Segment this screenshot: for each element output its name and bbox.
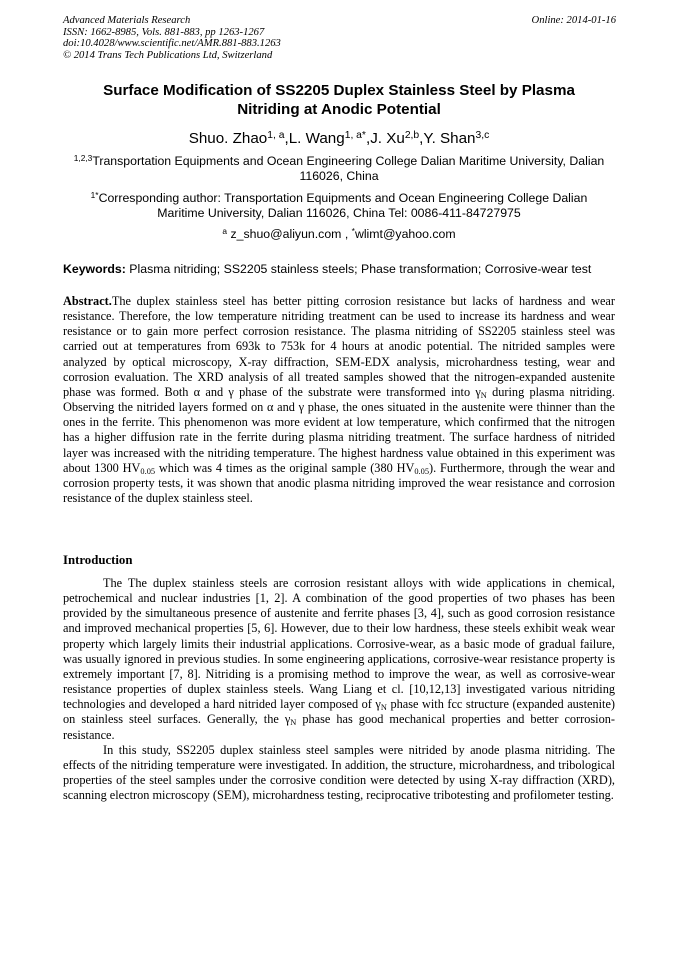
author-name: Shuo. Zhao xyxy=(188,130,268,147)
email-separator: , xyxy=(344,227,349,241)
author-name: Y. Shan xyxy=(423,130,476,147)
abstract-text: The duplex stainless steel has better pitting corrosion resistance but lacks of hardness and wear resistance. Therefore, the low temperature nitriding treatment can be used to increase its hardness and wear resistance or to gain more perfect corrosion resistance. The plasma nitriding of SS2205 stainless steel was carried out at temperatures from 693k to 753k for 4 hours at anodic potential. The nitrided samples were analyzed by optical microscopy, X-ray diffraction, SEM-EDX analysis, microhardness testing, wear and corrosion evaluation. The XRD analysis of all treated samples showed that the nitrogen-expanded austenite phase was formed. Both α and γ phase of the substrate were transformed into γ xyxy=(63,294,615,399)
author-affil-mark: 1, a xyxy=(267,130,285,142)
author-list: Shuo. Zhao$^{1, a}$,L. Wang$^{1, a*}$,J. Xu$^{2,b}$,Y. Shan$^{3,c}$ xyxy=(188,130,490,147)
email-line xyxy=(60,227,618,242)
online-date: Online: 2014-01-16 xyxy=(531,15,616,26)
introduction-body xyxy=(63,576,615,803)
abstract-text: ). Furthermore, through the wear and corrosion property tests, it was shown that anodic plasma nitriding improved the wear resistance and corrosion resistance of the duplex stainless steel. xyxy=(63,460,615,506)
intro-text: phase with fcc structure (expanded austenite) on stainless steel surfaces. Generally, the γ xyxy=(63,697,615,727)
abstract-subscript: 0.05 xyxy=(414,466,430,476)
intro-text: phase has good mechanical properties and better corrosion-resistance. xyxy=(63,712,615,742)
keywords-section xyxy=(63,262,618,277)
author-affil-mark: 2,b xyxy=(404,130,420,142)
abstract-text: during plasma nitriding. Observing the nitrided layers formed on α and γ phase, the ones situated in the austenite were thinner than the ones in the ferrite. This phenomenon was more evident at low temperature, which confirmed that the nitrogen has a higher diffusion rate in the ferrite during plasma nitriding treatment. The surface hardness of nitrided layer was increased with the nitriding temperature. The highest hardness value obtained in this experiment was about 1300 HV xyxy=(63,384,615,475)
intro-paragraph xyxy=(63,576,615,743)
doi-line: doi:10.4028/www.scientific.net/AMR.881-883.1263 xyxy=(63,38,281,50)
intro-subscript: N xyxy=(290,718,297,728)
affil-mark: 1* xyxy=(90,190,99,201)
journal-header xyxy=(63,15,281,61)
affil-line: Maritime University, Dalian 116026, China Tel: 0086-411-84727975 xyxy=(157,206,521,221)
introduction-heading: Introduction xyxy=(63,553,133,567)
email-address: wlimt@yahoo.com xyxy=(354,227,456,241)
author-name: J. Xu xyxy=(370,130,405,147)
affil-line: 116026, China xyxy=(299,169,379,184)
author-affil-mark: 3,c xyxy=(475,130,490,142)
keywords-label: Keywords: xyxy=(63,262,126,276)
affil-mark: 1,2,3 xyxy=(73,153,93,164)
issn-line: ISSN: 1662-8985, Vols. 881-883, pp 1263-1267 xyxy=(63,26,265,38)
abstract-subscript: N xyxy=(480,391,487,401)
intro-subscript: N xyxy=(380,703,387,713)
abstract-text: which was 4 times as the original sample (380 HV xyxy=(155,460,415,475)
email-address: z_shuo@aliyun.com xyxy=(230,227,342,241)
affiliation-corresponding xyxy=(60,191,618,222)
intro-text: The The duplex stainless steels are corrosion resistant alloys with wide applications in chemical, petrochemical and nuclear industries [1, 2]. A combination of the good properties of two phases has been provided by the simultaneous presence of austenite and ferrite phases [3, 4], such as good corrosion resistance and improved mechanical properties [5, 6]. However, due to their low hardness, these steels exhibit weak wear property which largely limits their industrial applications. Corrosive-wear, as a basic mode of gradual failure, was usually ignored in previous studies. In some engineering applications, corrosive-wear resistance property is extremely important [7, 8]. Nitriding is a promising method to improve the wear, as well as corrosive-wear resistance properties of duplex stainless steels. Wang Liang et cl. [10,12,13] investigated various nitriding technologies and developed a hard nitrided layer composed of γ xyxy=(63,576,615,712)
author-affil-mark: 1, a* xyxy=(344,130,366,142)
affiliation-primary xyxy=(60,154,618,185)
email-mark: a xyxy=(222,226,228,237)
affil-line: Corresponding author: Transportation Equipments and Ocean Engineering College Dalian xyxy=(98,191,588,205)
abstract-label: Abstract. xyxy=(63,294,112,308)
journal-name: Advanced Materials Research xyxy=(63,15,191,26)
affil-line: Transportation Equipments and Ocean Engineering College Dalian Maritime University, Dalian xyxy=(92,154,605,168)
intro-paragraph: In this study, SS2205 duplex stainless steel samples were nitrided by anode plasma nitriding. The effects of the nitriding temperature were investigated. In addition, the structure, microhardness, and tribological properties of the steel samples under the corrosive condition were detected by using X-ray diffraction (XRD), scanning electron microscopy (SEM), microhardness testing, reciprocative tribotesting and profilometer testing. xyxy=(63,742,615,803)
abstract-subscript: 0.05 xyxy=(140,466,156,476)
author-name: L. Wang xyxy=(288,130,345,147)
email-mark: * xyxy=(351,226,355,237)
copyright-line: © 2014 Trans Tech Publications Ltd, Switzerland xyxy=(63,49,273,61)
keywords-text: Plasma nitriding; SS2205 stainless steels; Phase transformation; Corrosive-wear test xyxy=(129,262,592,276)
paper-title: Surface Modification of SS2205 Duplex Stainless Steel by Plasma Nitriding at Anodic Potential xyxy=(103,82,575,118)
abstract-section xyxy=(63,294,615,506)
